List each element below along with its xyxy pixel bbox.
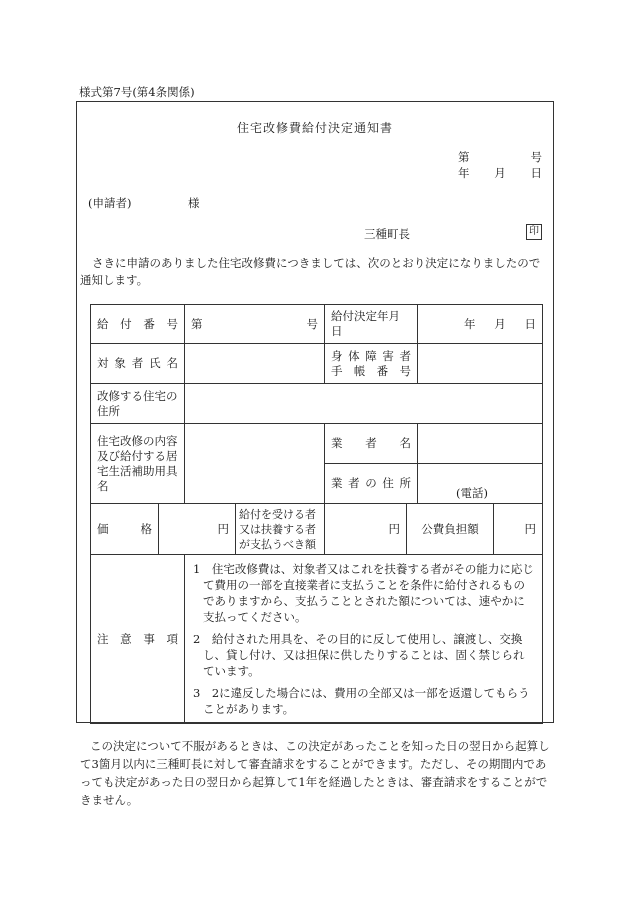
vendor-name-label-cell [325,424,418,464]
applicant-label: (申請者) [88,196,132,210]
row-benefit-number [91,305,543,344]
vendor-address-value [418,464,543,504]
public-burden-cell [407,504,543,555]
vendor-name-value [418,424,543,464]
subject-name-label: 対 象 者 氏 名 [97,356,178,370]
benefit-table [90,304,543,724]
date-year: 年 [458,166,470,180]
date-month: 月 [494,166,506,180]
note-item-2: 2 給付された用具を、その目的に反して使用し、譲渡し、交換し、貸し付け、又は担保に供したりすることは、固く禁じられています。 [193,632,525,678]
public-burden-yen: 円 [524,521,536,536]
note-item-1: 1 住宅改修費は、対象者又はこれを扶養する者がその能力に応じて費用の一部を直接業者に支払うことを条件に給付されるものでありますから、支払うこととされた額については、速やかに支払ってください。 [193,562,534,624]
benefit-number-prefix: 第 [191,316,203,331]
public-burden-label: 公費負担額 [407,504,494,554]
benefit-number-label-cell [91,305,185,344]
benefit-number-value-cell [185,305,325,344]
subject-name-label-cell [91,344,185,384]
vendor-address-label: 業 者 の 住 所 [331,476,411,490]
house-address-label: 改修する住宅の住所 [91,384,185,424]
price-label-cell [91,504,159,555]
seal-mark: 印 [526,224,542,240]
decision-date-label: 給付決定年月日 [325,305,418,344]
decision-date-value-cell [418,305,543,344]
document-date [458,165,542,181]
disability-cert-line1: 身 体 障 害 者 [331,348,411,363]
row-subject-name [91,344,543,384]
intro-paragraph: さきに申請のありました住宅改修費につきましては、次のとおり決定になりましたので通知します。 [80,256,541,287]
benefit-number-suffix: 号 [306,316,318,331]
row-contents-vendor [91,424,543,464]
disability-cert-label-cell [325,344,418,384]
number-prefix: 第 [458,150,470,164]
public-burden-value [494,504,542,554]
price-value [159,504,236,555]
form-label: 様式第7号(第4条関係) [79,85,195,99]
note-item-3: 3 2に違反した場合には、費用の全部又は一部を返還してもらうことがあります。 [193,686,530,716]
notes-label: 注 意 事 項 [97,631,178,646]
decision-year: 年 [464,316,476,331]
row-notes [91,555,543,724]
vendor-name-label: 業 者 名 [331,436,411,450]
row-house-address [91,384,543,424]
disability-cert-line2: 手 帳 番 号 [331,363,411,378]
issuer-mayor: 三種町長 [364,227,410,241]
honorific-sama: 様 [188,196,200,210]
house-address-value [185,384,543,424]
decision-day: 日 [524,316,536,331]
row-price [91,504,543,555]
document-title: 住宅改修費給付決定通知書 [236,121,393,135]
decision-month: 月 [494,316,506,331]
benefit-number-label: 給 付 番 号 [97,316,178,331]
vendor-phone-label: (電話) [456,486,488,500]
subject-name-value [185,344,325,384]
appeal-notice: この決定について不服があるときは、この決定があったことを知った日の翌日から起算して3箇月以内に三種町長に対して審査請求をすることができます。ただし、その期間内であっても決定があった日の翌日から起算して1年を経過したときは、審査請求をすることができません。 [80,739,550,807]
disability-cert-value [418,344,543,384]
price-label: 価 格 [97,521,152,536]
date-day: 日 [530,166,542,180]
contents-label: 住宅改修の内容及び給付する居宅生活補助用具名 [91,424,185,504]
notes-list [185,555,543,724]
payer-amount-value [325,504,407,555]
price-yen: 円 [217,521,229,536]
number-suffix: 号 [530,150,542,164]
document-number [458,149,542,165]
notes-label-cell [91,555,185,724]
payer-amount-label: 給付を受ける者又は扶養する者が支払うべき額 [236,504,325,555]
payer-yen: 円 [388,521,400,536]
vendor-address-label-cell [325,464,418,504]
contents-value [185,424,325,504]
